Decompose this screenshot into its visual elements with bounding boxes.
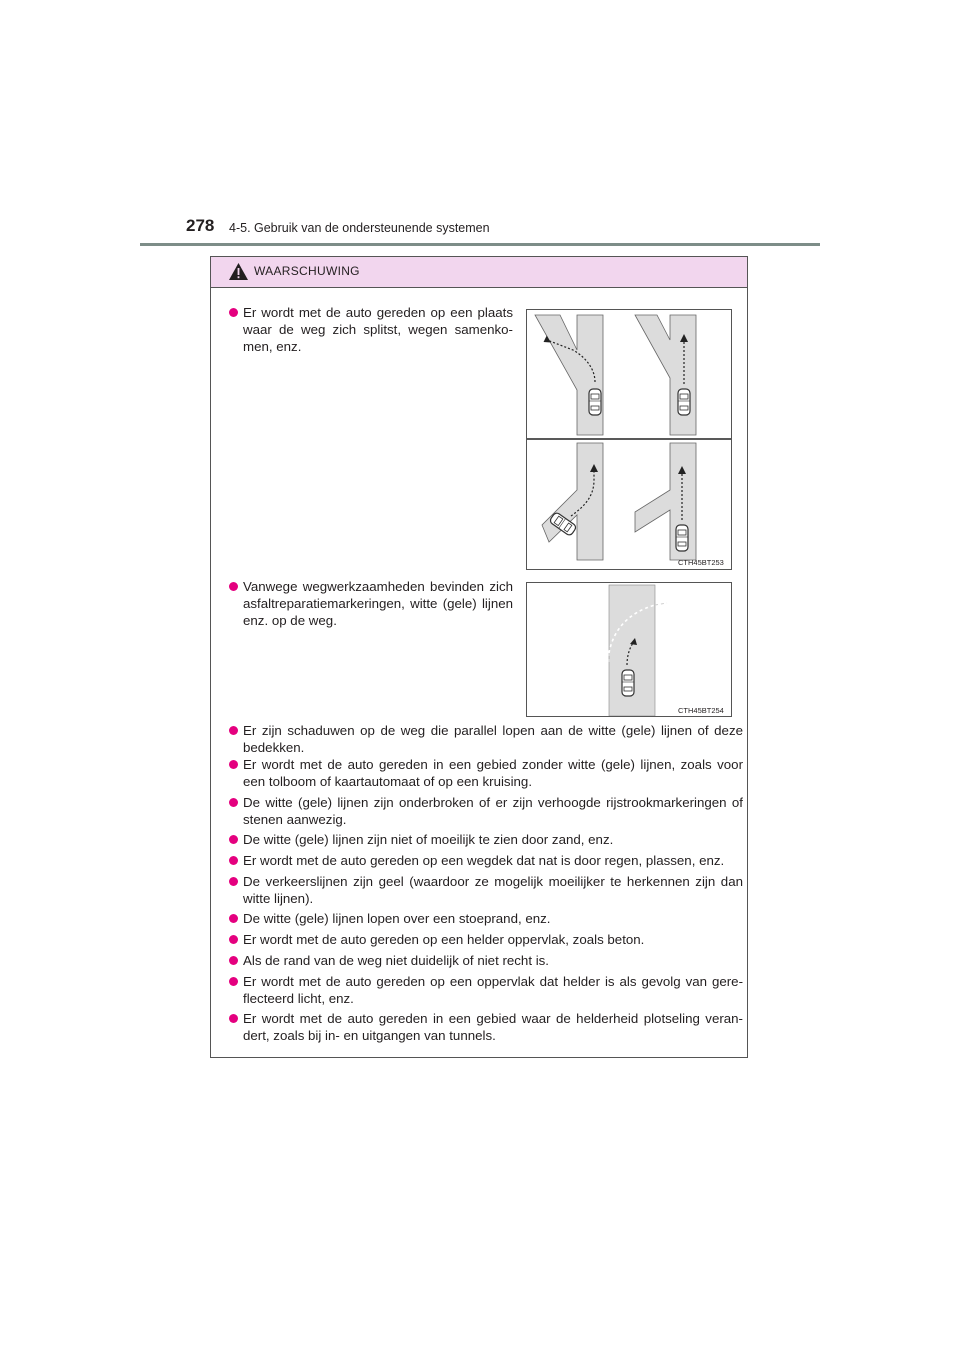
diagram-split-left xyxy=(535,315,603,435)
bullet-dot xyxy=(229,1014,238,1023)
bullet-dot xyxy=(229,582,238,591)
bullet-dot xyxy=(229,760,238,769)
list-item xyxy=(243,852,743,869)
warning-header xyxy=(211,257,747,288)
diagram-merge-curve xyxy=(542,443,603,560)
list-item-text: Vanwege wegwerkzaamheden bevinden zich asfaltreparatiemarkeringen, witte (gele) lijnen enz. op de weg. xyxy=(243,579,513,628)
figure-road-markings xyxy=(526,582,732,717)
bullet-dot xyxy=(229,835,238,844)
list-item-text: Als de rand van de weg niet duidelijk of niet recht is. xyxy=(243,953,550,968)
diagram-merge-straight xyxy=(635,443,696,560)
list-item xyxy=(243,910,743,927)
figure-code: CTH45BT253 xyxy=(678,558,724,567)
bullet-dot xyxy=(229,935,238,944)
bullet-dot xyxy=(229,877,238,886)
list-item-text: Er zijn schaduwen op de weg die parallel lopen aan de witte (gele) lijnen of deze bedekken. xyxy=(243,723,743,755)
bullet-dot xyxy=(229,798,238,807)
bullet-dot xyxy=(229,914,238,923)
warning-triangle-icon xyxy=(228,262,249,281)
bullet-dot xyxy=(229,956,238,965)
list-item xyxy=(243,1010,743,1044)
bullet-dot xyxy=(229,977,238,986)
list-item xyxy=(243,831,743,848)
warning-title: WAARSCHUWING xyxy=(254,264,360,278)
list-item-text: Er wordt met de auto gereden op een helder oppervlak, zoals beton. xyxy=(243,932,645,947)
list-item xyxy=(243,973,743,1007)
header-rule xyxy=(140,243,820,246)
list-item xyxy=(243,756,743,790)
list-item-text: Er wordt met de auto gereden op een plaats waar de weg zich splitst, wegen samenko-men, enz. xyxy=(243,305,513,354)
list-item xyxy=(243,952,743,969)
list-item-text: De verkeerslijnen zijn geel (waardoor ze mogelijk moeilijker te herkennen zijn dan witte lijnen). xyxy=(243,874,743,906)
road-markings-diagram xyxy=(527,583,731,716)
list-item-text: Er wordt met de auto gereden in een gebied waar de helderheid plotseling veran-dert, zoals bij in- en uitgangen van tunnels. xyxy=(243,1011,743,1043)
road-split-diagram xyxy=(527,310,731,569)
list-item-text: De witte (gele) lijnen zijn niet of moeilijk te zien door zand, enz. xyxy=(243,832,614,847)
list-item xyxy=(243,578,513,629)
bullet-dot xyxy=(229,856,238,865)
section-title: 4-5. Gebruik van de ondersteunende systemen xyxy=(229,221,490,235)
list-item xyxy=(243,931,743,948)
list-item-text: De witte (gele) lijnen lopen over een stoeprand, enz. xyxy=(243,911,551,926)
list-item xyxy=(243,873,743,907)
list-item-text: Er wordt met de auto gereden op een wegdek dat nat is door regen, plassen, enz. xyxy=(243,853,725,868)
bullet-dot xyxy=(229,308,238,317)
diagram-split-straight xyxy=(635,315,696,435)
figure-road-split xyxy=(526,309,732,570)
list-item xyxy=(243,304,513,355)
bullet-dot xyxy=(229,726,238,735)
list-item-text: Er wordt met de auto gereden op een oppervlak dat helder is als gevolg van gere-flecteerd licht, enz. xyxy=(243,974,743,1006)
figure-code: CTH45BT254 xyxy=(678,706,724,715)
list-item-text: De witte (gele) lijnen zijn onderbroken of er zijn verhoogde rijstrookmarkeringen of stenen aanwezig. xyxy=(243,795,743,827)
list-item xyxy=(243,722,743,756)
page-number: 278 xyxy=(186,216,215,235)
list-item-text: Er wordt met de auto gereden in een gebied zonder witte (gele) lijnen, zoals voor een tolboom of kaartautomaat of op een kruising. xyxy=(243,757,743,789)
list-item xyxy=(243,794,743,828)
